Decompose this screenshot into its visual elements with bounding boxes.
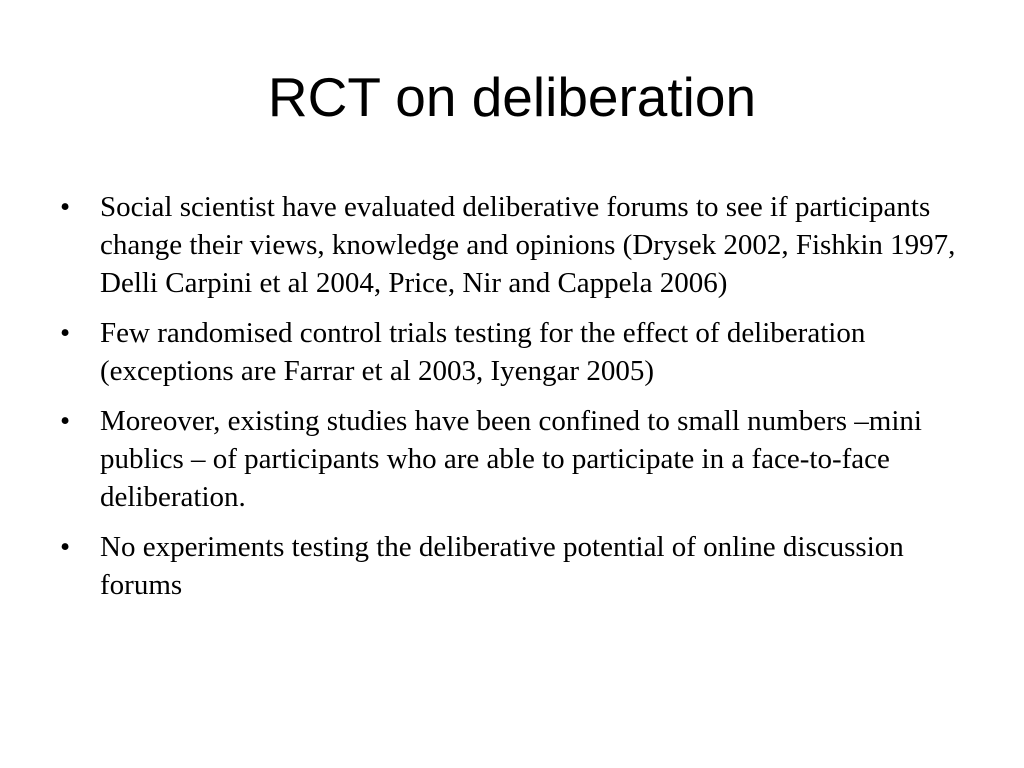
bullet-item [60, 188, 960, 302]
slide-title: RCT on deliberation [267, 66, 757, 128]
bullet-text: Moreover, existing studies have been confined to small numbers –mini publics – of participants who are able to participate in a face-to-face deliberation. [100, 405, 922, 513]
bullet-list [60, 188, 960, 616]
bullet-icon: • [60, 405, 71, 437]
bullet-icon: • [60, 317, 71, 349]
bullet-text: Few randomised control trials testing for the effect of deliberation (exceptions are Farrar et al 2003, Iyengar 2005) [100, 317, 866, 387]
bullet-item [60, 528, 960, 604]
bullet-text: Social scientist have evaluated deliberative forums to see if participants change their views, knowledge and opinions (Drysek 2002, Fishkin 1997, Delli Carpini et al 2004, Price, Nir and Cappela 2006) [100, 191, 956, 299]
bullet-icon: • [60, 531, 71, 563]
bullet-text: No experiments testing the deliberative potential of online discussion forums [100, 531, 904, 601]
bullet-item [60, 402, 960, 516]
bullet-item [60, 314, 960, 390]
bullet-icon: • [60, 191, 71, 223]
